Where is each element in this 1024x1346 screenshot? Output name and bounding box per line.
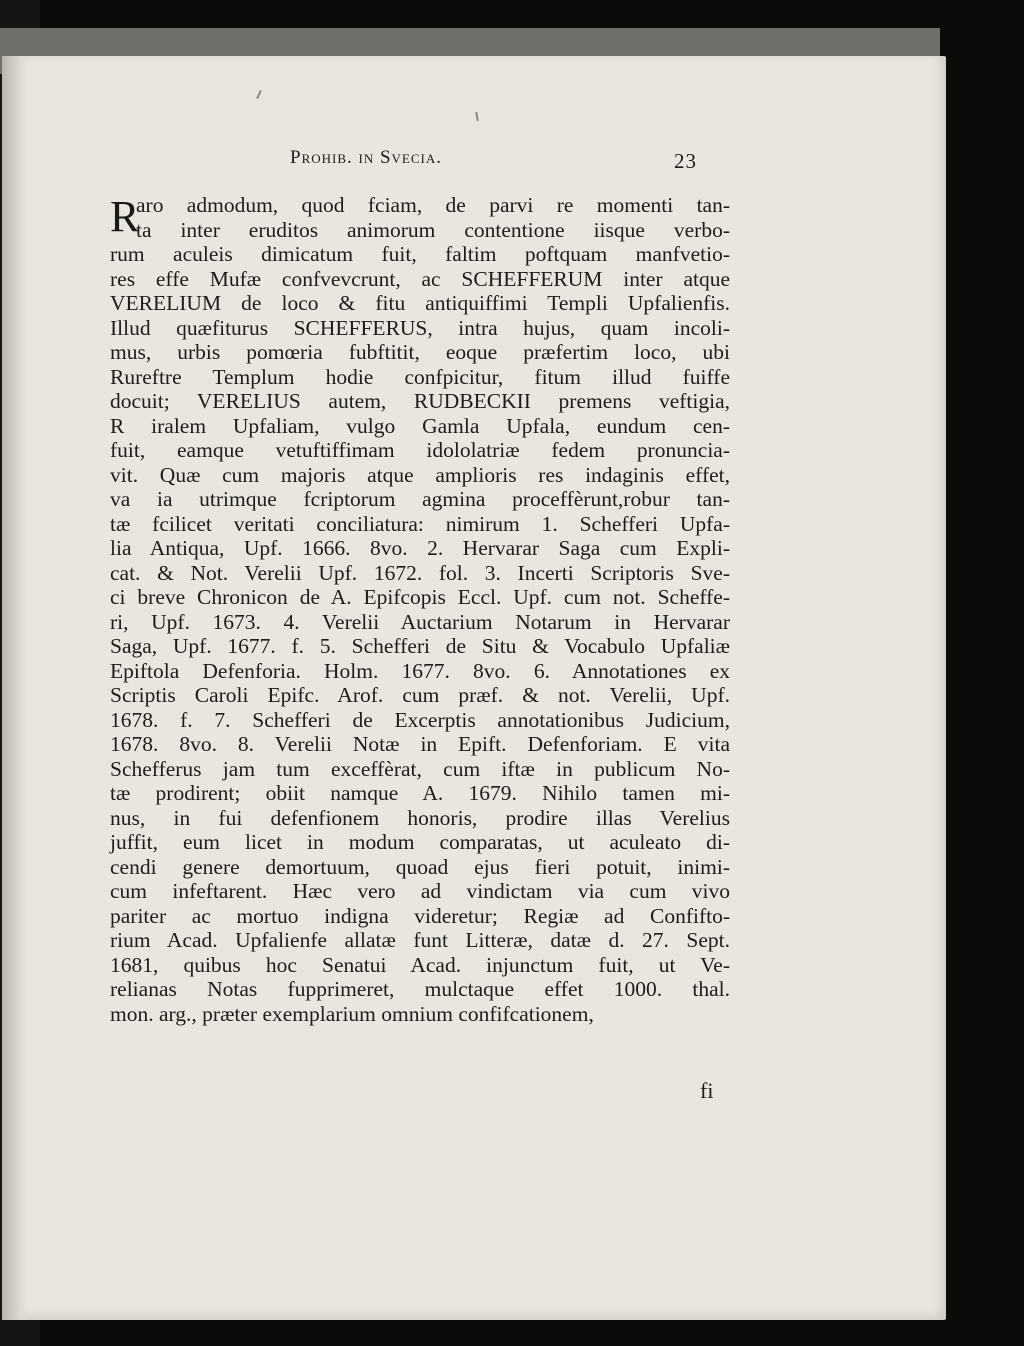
page-number: 23 xyxy=(674,149,697,173)
body-text xyxy=(110,193,730,1026)
text-line: Rureftre Templum hodie confpicitur, fitum illud fuiffe xyxy=(110,364,730,389)
text-line: relianas Notas fupprimeret, mulctaque effet 1000. thal. xyxy=(110,977,730,1001)
text-line: res effe Mufæ confvevcrunt, ac SCHEFFERUM inter atque xyxy=(110,266,730,291)
text-line: Saga, Upf. 1677. f. 5. Schefferi de Situ & Vocabulo Upfaliæ xyxy=(110,634,730,658)
text-line: docuit; VERELIUS autem, RUDBECKII premens veftigia, xyxy=(110,389,730,413)
running-head: Prohib. in Svecia. xyxy=(290,147,443,168)
text-line: tæ fcilicet veritati conciliatura: nimirum 1. Schefferi Upfa- xyxy=(110,511,730,536)
text-line: tæ prodirent; obiit namque A. 1679. Nihilo tamen mi- xyxy=(110,781,730,805)
page-header xyxy=(290,147,710,177)
text-line: Epiftola Defenforia. Holm. 1677. 8vo. 6. Annotationes ex xyxy=(110,658,730,683)
text-line: Scriptis Caroli Epifc. Arof. cum præf. & not. Verelii, Upf. xyxy=(110,683,730,707)
text-line: Schefferus jam tum exceffèrat, cum iftæ in publicum No- xyxy=(110,756,730,781)
text-line: nus, in fui defenfionem honoris, prodire illas Verelius xyxy=(110,805,730,830)
text-line: cendi genere demortuum, quoad ejus fieri potuit, inimi- xyxy=(110,854,730,879)
text-line: ri, Upf. 1673. 4. Verelii Auctarium Notarum in Hervarar xyxy=(110,609,730,634)
text-line: pariter ac mortuo indigna videretur; Regiæ ad Confifto- xyxy=(110,903,730,928)
text-line: aro admodum, quod fciam, de parvi re momenti tan- xyxy=(136,193,730,217)
text-line: Illud quæfiturus SCHEFFERUS, intra hujus, quam incoli- xyxy=(110,315,730,340)
text-line: ci breve Chronicon de A. Epifcopis Eccl. Upf. cum not. Scheffe- xyxy=(110,585,730,609)
drop-cap: R xyxy=(110,192,140,241)
text-line: R iralem Upfaliam, vulgo Gamla Upfala, eundum cen- xyxy=(110,413,730,438)
text-line: mon. arg., præter exemplarium omnium confifcationem, xyxy=(110,1001,594,1026)
text-line: 1681, quibus hoc Senatui Acad. injunctum fuit, ut Ve- xyxy=(110,952,730,977)
text-line: fuit, eamque vetuftiffimam idololatriæ fedem pronuncia- xyxy=(110,438,730,462)
text-line: cum infeftarent. Hæc vero ad vindictam via cum vivo xyxy=(110,879,730,903)
page-gutter-shadow xyxy=(2,56,28,1320)
text-line: mus, urbis pomœria fubftitit, eoque præfertim loco, ubi xyxy=(110,340,730,364)
catchword: fi xyxy=(700,1078,714,1103)
text-line: 1678. 8vo. 8. Verelii Notæ in Epift. Defenforiam. E vita xyxy=(110,732,730,756)
text-line: juffit, eum licet in modum comparatas, ut aculeato di- xyxy=(110,830,730,854)
text-line: 1678. f. 7. Schefferi de Excerptis annotationibus Judicium, xyxy=(110,707,730,732)
text-line: rium Acad. Upfalienfe allatæ funt Litteræ, datæ d. 27. Sept. xyxy=(110,928,730,952)
text-line: VERELIUM de loco & fitu antiquiffimi Templi Upfalienfis. xyxy=(110,291,730,315)
text-line: vit. Quæ cum majoris atque amplioris res indaginis effet, xyxy=(110,462,730,487)
text-line: rum aculeis dimicatum fuit, faltim poftquam manfvetio- xyxy=(110,242,730,266)
text-line: ta inter eruditos animorum contentione iisque verbo- xyxy=(136,217,730,242)
text-line: va ia utrimque fcriptorum agmina proceffèrunt,robur tan- xyxy=(110,487,730,511)
text-line: lia Antiqua, Upf. 1666. 8vo. 2. Hervarar Saga cum Expli- xyxy=(110,536,730,560)
text-line: cat. & Not. Verelii Upf. 1672. fol. 3. Incerti Scriptoris Sve- xyxy=(110,560,730,585)
